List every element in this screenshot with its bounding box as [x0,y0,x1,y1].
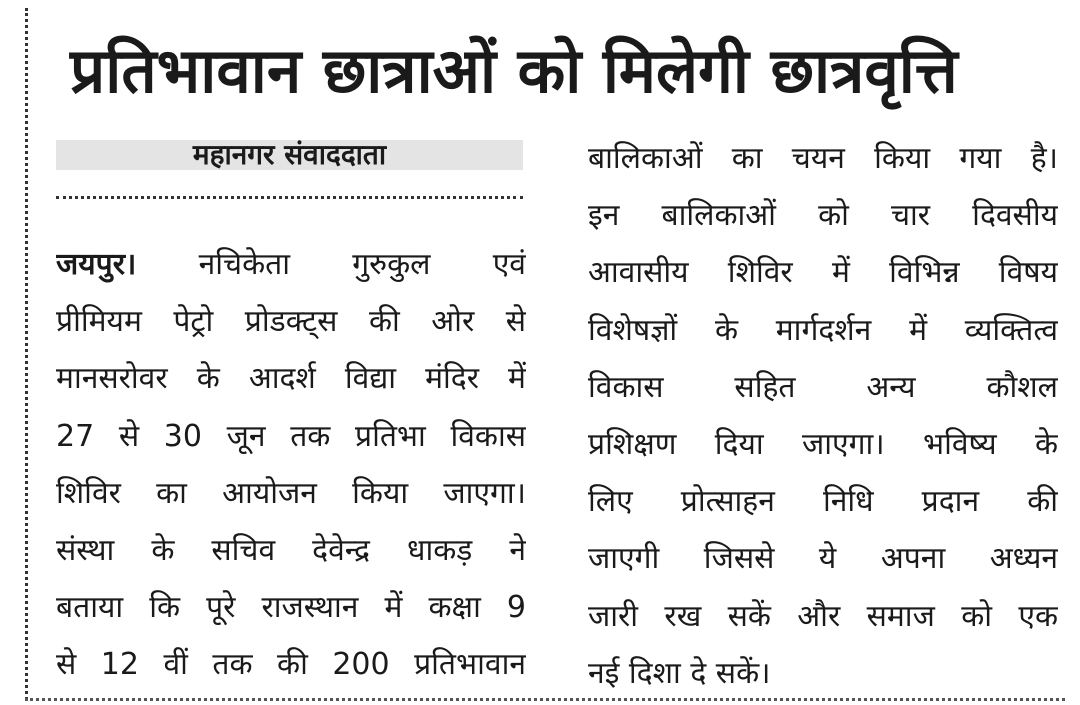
byline-dotted-rule [56,196,523,199]
body-text: नचिकेता गुरुकुल एवं [198,247,526,282]
body-line: से 12 वीं तक की 200 प्रतिभावान [56,647,526,683]
body-line: विशेषज्ञों के मार्गदर्शन में व्यक्तित्व [588,312,1058,348]
body-line: संस्था के सचिव देवेन्द्र धाकड़ ने [56,532,526,568]
body-line: बताया कि पूरे राजस्थान में कक्षा 9 [56,590,526,626]
body-line: प्रशिक्षण दिया जाएगा। भविष्य के [588,426,1058,462]
body-line: लिए प्रोत्साहन निधि प्रदान की [588,484,1058,520]
body-line: 27 से 30 जून तक प्रतिभा विकास [56,418,526,454]
byline: महानगर संवाददाता [192,138,387,171]
body-line [56,236,526,293]
body-line: प्रीमियम पेट्रो प्रोडक्ट्स की ओर से [56,304,526,340]
body-line: मानसरोवर के आदर्श विद्या मंदिर में [56,361,526,397]
body-line: नई दिशा दे सकें। [588,655,771,691]
article-column-left [56,236,526,694]
body-line: विकास सहित अन्य कौशल [588,369,1058,405]
body-line: जारी रख सकें और समाज को एक [588,598,1058,634]
body-line: बालिकाओं का चयन किया गया है। [588,141,1058,176]
body-line: इन बालिकाओं को चार दिवसीय [588,198,1058,234]
body-line: आवासीय शिविर में विभिन्न विषय [588,255,1058,291]
dateline: जयपुर। [56,247,137,282]
body-line: शिविर का आयोजन किया जाएगा। [56,475,526,511]
article-column-right [588,130,1058,702]
body-line: जाएगी जिससे ये अपना अध्यन [588,541,1058,577]
left-dotted-border [25,8,28,700]
headline: प्रतिभावान छात्राओं को मिलेगी छात्रवृत्ति [70,34,958,107]
